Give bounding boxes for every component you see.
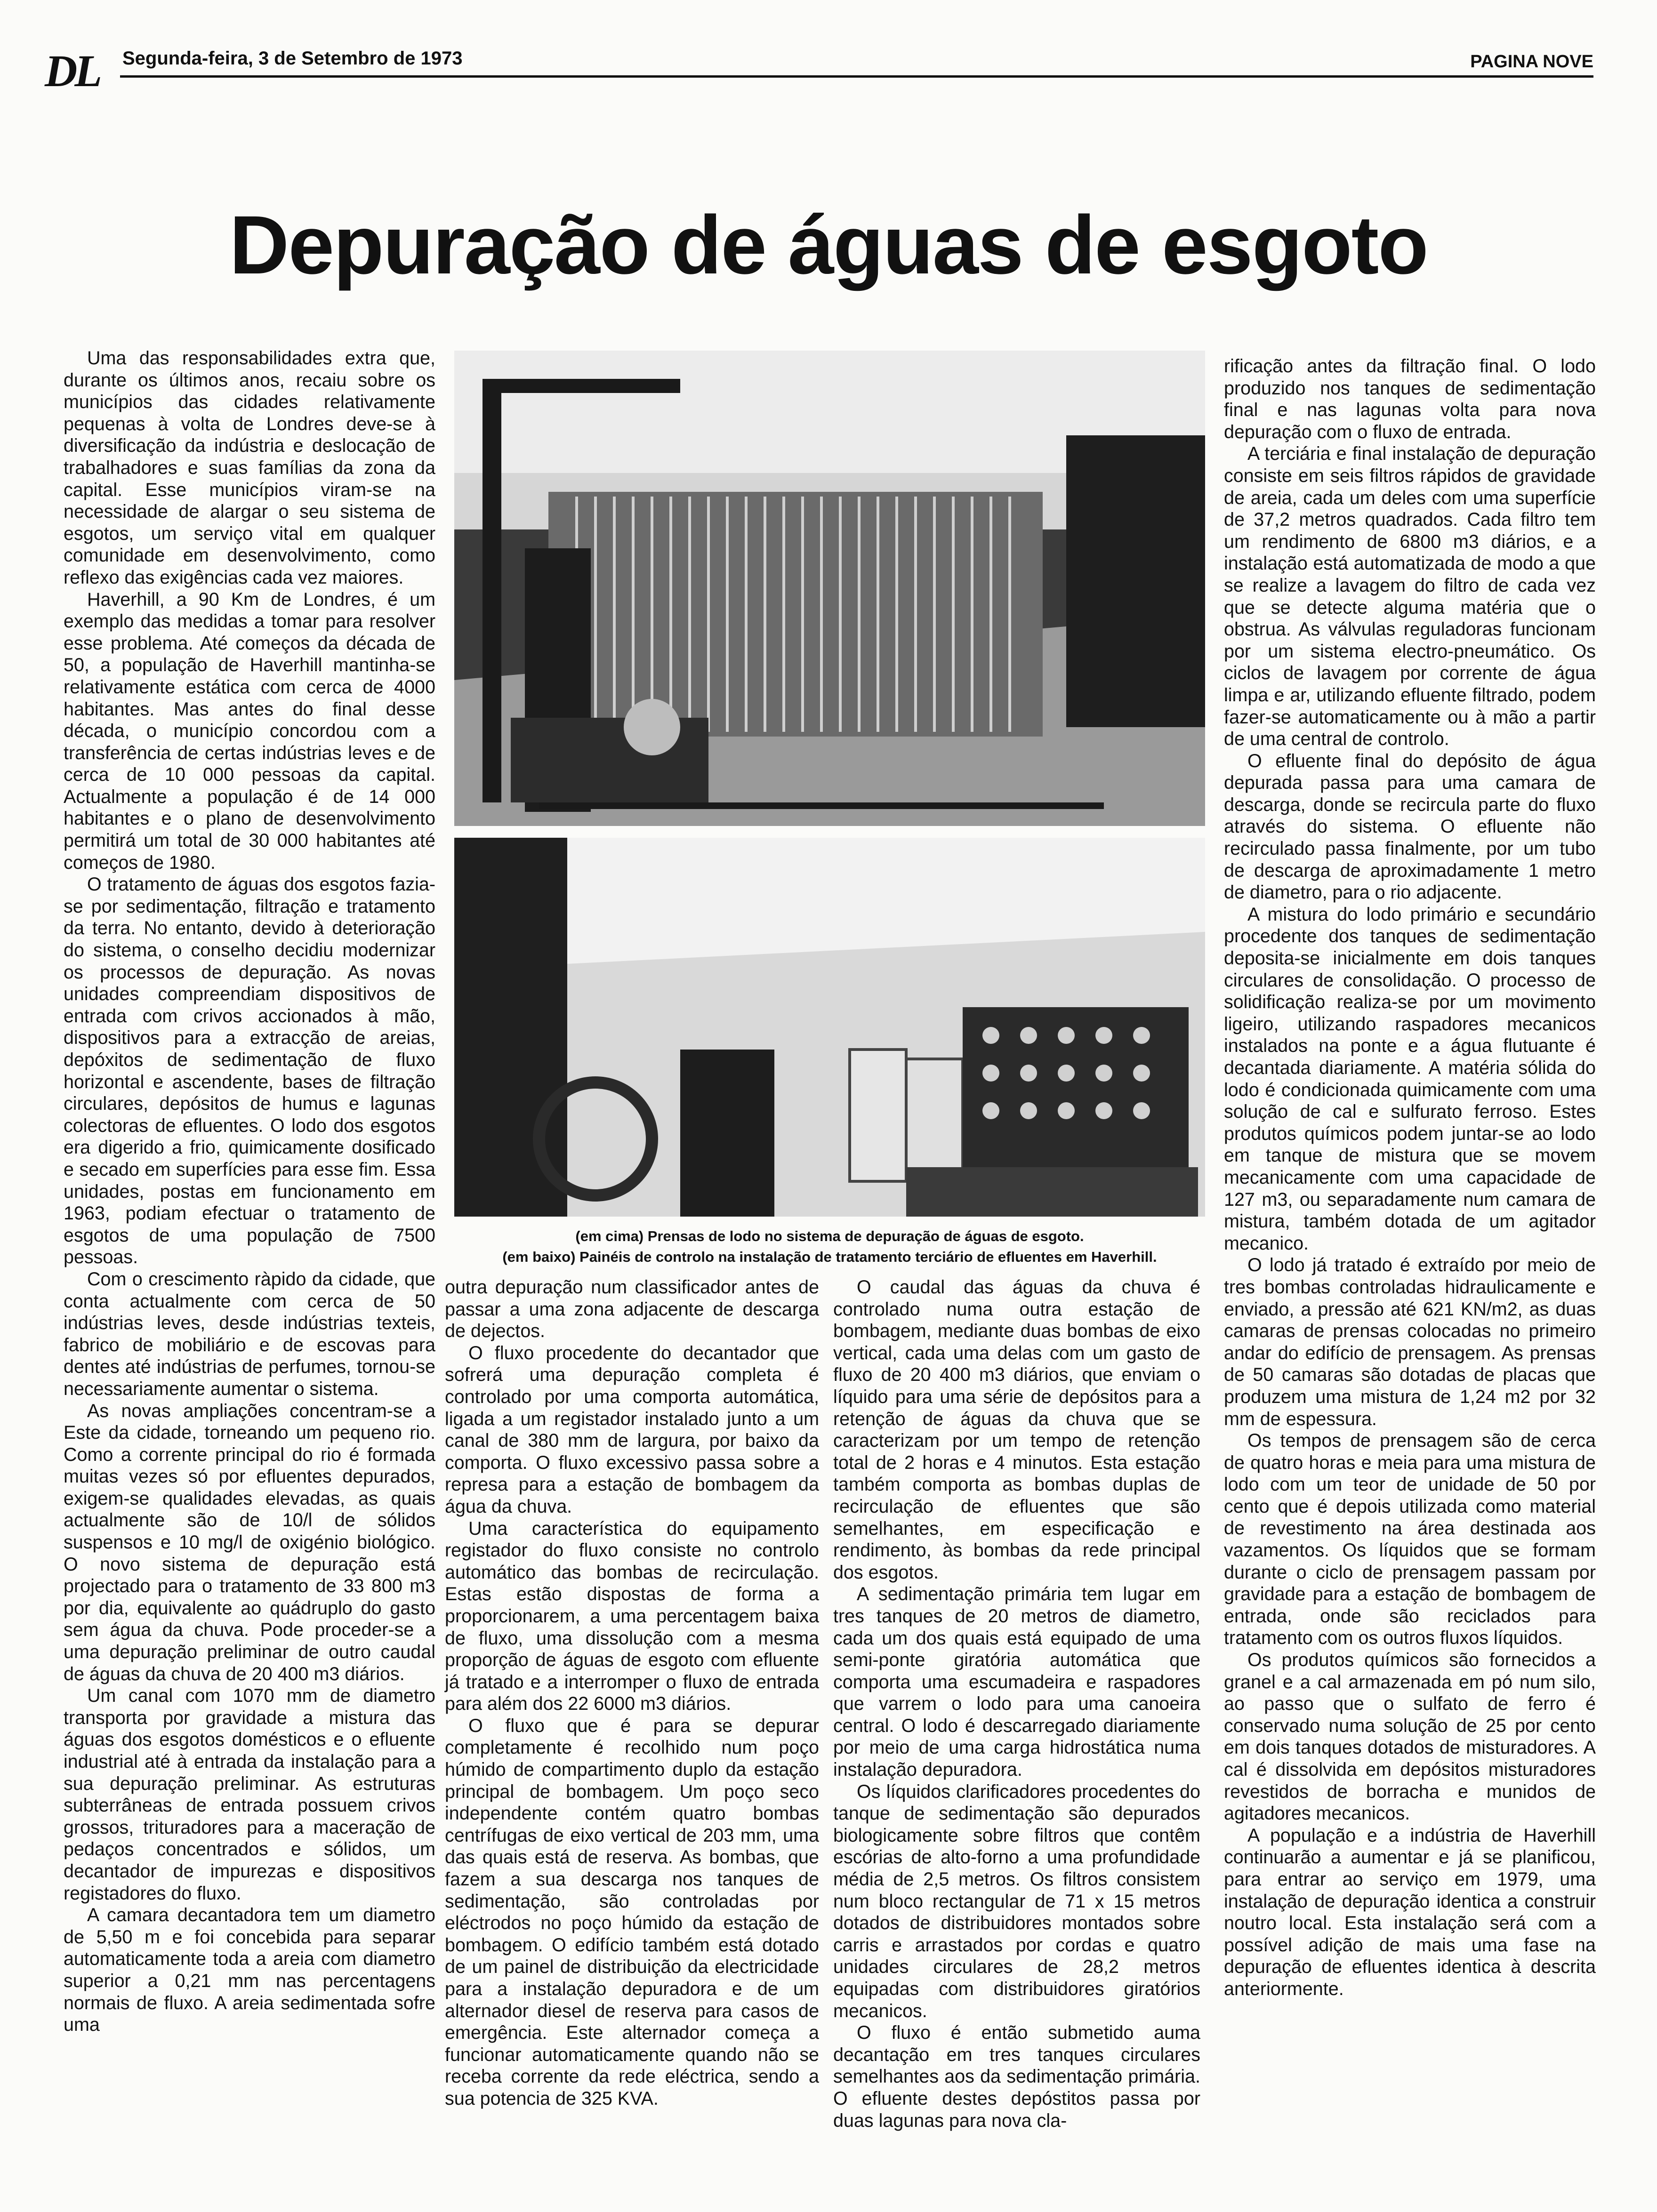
caption-line-bottom: [452, 1247, 1207, 1267]
paragraph: Os líquidos clarificadores procedentes do tanque de sedimentação são depurados biologicamente sobre filtros que contêm escórias de alto-forno a uma profundidade média de 2,5 metros. Os filtros consistem num bloco rectangular de 71 x 15 metros dotados de distribuidores montados sobre carris e arrastados por cordas e quatro unidades circulares de 28,2 metros equipadas com distribuidores giratórios mecanicos.: [833, 1781, 1200, 2021]
paragraph: outra depuração num classificador antes de passar a uma zona adjacente de descarga de dejectos.: [445, 1277, 819, 1342]
paragraph: Uma das responsabilidades extra que, durante os últimos anos, recaiu sobre os municípios das cidades relativamente pequenas à volta de Londres deve-se à diversificação da indústria e deslocação de trabalhadores e suas famílias da zona da capital. Esse municípios viram-se na necessidade de alargar o seu sistema de esgotos, um serviço vital em qualquer comunidade em desenvolvimento, como reflexo das exigências cada vez maiores.: [64, 348, 435, 588]
paragraph: O tratamento de águas dos esgotos fazia-se por sedimentação, filtração e tratamento da terra. No entanto, devido à deterioração do sistema, o conselho decidiu modernizar os processos de depuração. As novas unidades compreendiam dispositivos de entrada com crivos accionados à mão, dispositivos para a extracção de areias, depóxitos de sedimentação de fluxo horizontal e ascendente, bases de filtração circulares, depósitos de humus e lagunas colectoras de efluentes. O lodo dos esgotos era digerido a frio, quimicamente dosificado e secado em superfícies para esse fim. Essa unidades, postas em funcionamento em 1963, podiam efectuar o tratamento de esgotos de uma população de 7500 pessoas.: [64, 874, 435, 1268]
caption-line-top: [452, 1226, 1207, 1247]
caption-text: Painéis de controlo na instalação de tratamento terciário de efluentes em Haverhill.: [579, 1249, 1157, 1265]
newspaper-logo: DL: [45, 46, 99, 96]
caption-tag: (em baixo): [502, 1249, 576, 1265]
paragraph: rificação antes da filtração final. O lodo produzido nos tanques de sedimentação final e nas lagunas volta para nova depuração com o fluxo de entrada.: [1224, 356, 1596, 442]
article-column-3: [833, 1276, 1200, 2132]
paragraph: O lodo já tratado é extraído por meio de tres bombas controladas hidraulicamente e enviado, a pressão até 621 KN/m2, as duas camaras de prensas colocadas no primeiro andar do edifício de prensagem. As prensas de 50 camaras são dotadas de placas que produzem uma mistura de 1,24 m2 por 32 mm de espessura.: [1224, 1255, 1596, 1429]
paragraph: Os tempos de prensagem são de cerca de quatro horas e meia para uma mistura de lodo com um teor de unidade de 50 por cento que é depois utilizada como material de revestimento na área destinada aos vazamentos. Os líquidos que se formam durante o ciclo de prensagem passam por gravidade para a estação de bombagem de entrada, onde são reciclados para tratamento com os outros fluxos líquidos.: [1224, 1430, 1596, 1649]
caption-tag: (em cima): [575, 1228, 644, 1244]
paragraph: Com o crescimento ràpido da cidade, que conta actualmente com cerca de 50 indústrias leves, desde indústrias texteis, fabrico de mobiliário e de escovas para dentes até indústrias de perfumes, tornou-se necessariamente aumentar o sistema.: [64, 1268, 435, 1399]
paragraph: Haverhill, a 90 Km de Londres, é um exemplo das medidas a tomar para resolver esse problema. Até começos da década de 50, a população de Haverhill mantinha-se relativamente estática com cerca de 4000 habitantes. Mas antes do final desse década, o município concordou com a transferência de certas indústrias leves e de cerca de 10 000 pessoas da capital. Actualmente a população é de 14 000 habitantes e o plano de desenvolvimento permitirá um total de 30 000 habitantes até começos de 1980.: [64, 589, 435, 873]
paragraph: As novas ampliações concentram-se a Este da cidade, torneando um pequeno rio. Como a corrente principal do rio é formada muitas vezes só por efluentes depurados, exigem-se qualidades elevadas, as quais actualmente são de 10/l de sólidos suspensos e 10 mg/l de oxigénio biológico. O novo sistema de depuração está projectado para o tratamento de 33 800 m3 por dia, equivalente ao quádruplo do gasto sem água da chuva. Pode proceder-se a uma depuração preliminar de outro caudal de águas da chuva de 20 400 m3 diários.: [64, 1400, 435, 1684]
issue-date: Segunda-feira, 3 de Setembro de 1973: [122, 48, 463, 69]
paragraph: A população e a indústria de Haverhill continuarão a aumentar e já se planificou, para entrar ao serviço em 1979, uma instalação de depuração identica a construir noutro local. Esta instalação será com a possível adição de mais uma fase na depuração de efluentes identica à descrita anteriormente.: [1224, 1825, 1596, 1999]
paragraph: Os produtos químicos são fornecidos a granel e a cal armazenada em pó num silo, ao passo que o sulfato de ferro é conservado numa solução de 25 por cento em dois tanques dotados de misturadores. A cal é dissolvida em depósitos misturadores revestidos de borracha e munidos de agitadores mecanicos.: [1224, 1650, 1596, 1824]
paragraph: O efluente final do depósito de água depurada passa para uma camara de descarga, donde se recircula parte do fluxo através do sistema. O efluente não recirculado passa finalmente, por um tubo de descarga de aproximadamente 1 metro de diametro, para o rio adjacente.: [1224, 750, 1596, 903]
control-panel-photo: [454, 838, 1205, 1217]
paragraph: A mistura do lodo primário e secundário procedente dos tanques de sedimentação deposita-se inicialmente em dois tanques circulares de consolidação. O processo de solidificação realiza-se por um movimento ligeiro, utilizando raspadores mecanicos instalados na ponte e a água flutuante é decantada diariamente. A matéria sólida do lodo é condicionada quimicamente com uma solução de cal e sulfurato ferroso. Estes produtos químicos podem juntar-se ao lodo em tanque de mistura que se movem mecanicamente com uma capacidade de 127 m3, ou separadamente num camara de mistura, também dotada de um agitador mecanico.: [1224, 904, 1596, 1254]
paragraph: Uma característica do equipamento registador do fluxo consiste no controlo automático das bombas de recirculação. Estas estão dispostas de forma a proporcionarem, a uma percentagem baixa de fluxo, uma dissolução com a mesma proporção de águas de esgoto com efluente já tratado e a interromper o fluxo de entrada para além dos 22 6000 m3 diários.: [445, 1518, 819, 1715]
article-column-1: [64, 347, 435, 2036]
page-label: PAGINA NOVE: [1470, 52, 1593, 72]
filter-press-icon: [454, 351, 1205, 826]
paragraph: O fluxo que é para se depurar completamente é recolhido num poço húmido de compartimento duplo da estação principal de bombagem. Um poço seco independente contém quatro bombas centrífugas de eixo vertical de 203 mm, uma das quais está de reserva. As bombas, que fazem a sua descarga nos tanques de sedimentação, são controladas por eléctrodos no poço húmido da estação de bombagem. O edifício também está dotado de um painel de distribuição da electricidade para a instalação depuradora e de um alternador diesel de reserva para casos de emergência. Este alternador começa a funcionar automaticamente quando não se receba corrente da rede eléctrica, sendo a sua potencia de 325 KVA.: [445, 1715, 819, 2109]
photo-caption: [452, 1226, 1207, 1267]
paragraph: A camara decantadora tem um diametro de 5,50 m e foi concebida para separar automaticamente toda a areia com diametro superior a 0,21 mm nas percentagens normais de fluxo. A areia sedimentada sofre uma: [64, 1905, 435, 2036]
article-column-4: [1224, 355, 1596, 2000]
paragraph: A sedimentação primária tem lugar em tres tanques de 20 metros de diametro, cada um dos quais está equipado de uma semi-ponte giratória automática que comporta uma escumadeira e raspadores que varrem o lodo para uma canoeira central. O lodo é descarregado diariamente por meio de uma carga hidrostática numa instalação depuradora.: [833, 1584, 1200, 1780]
header-rule: [120, 75, 1593, 78]
article-headline: Depuração de águas de esgoto: [229, 199, 1428, 291]
article-column-2: [445, 1276, 819, 2110]
control-panel-icon: [454, 838, 1205, 1217]
paragraph: A terciária e final instalação de depuração consiste em seis filtros rápidos de gravidade de areia, cada um deles com uma superfície de 37,2 metros quadrados. Cada filtro tem um rendimento de 6800 m3 diários, e a instalação está automatizada de modo a que se realize a lavagem do filtro de cada vez que se detecte alguma matéria que o obstrua. As válvulas reguladoras funcionam por um sistema electro-pneumático. Os ciclos de lavagem por corrente de água limpa e ar, utilizando efluente filtrado, podem fazer-se automaticamente ou à mão a partir de uma central de controlo.: [1224, 443, 1596, 750]
paragraph: O caudal das águas da chuva é controlado numa outra estação de bombagem, mediante duas bombas de eixo vertical, cada uma delas com um gasto de fluxo de 20 400 m3 diários, que enviam o líquido para uma série de depósitos para a retenção de águas da chuva que se caracterizam por um tempo de retenção total de 2 horas e 4 minutos. Esta estação também comporta as bombas duplas de recirculação de efluentes que são semelhantes, em especificação e rendimento, às bombas da rede principal dos esgotos.: [833, 1277, 1200, 1583]
paragraph: O fluxo procedente do decantador que sofrerá uma depuração completa é controlado por uma comporta automática, ligada a um registador instalado junto a um canal de 380 mm de largura, por baixo da comporta. O fluxo excessivo passa sobre a represa para a estação de bombagem da água da chuva.: [445, 1342, 819, 1517]
caption-text: Prensas de lodo no sistema de depuração de águas de esgoto.: [647, 1228, 1084, 1244]
filter-press-photo: [454, 351, 1205, 826]
paragraph: O fluxo é então submetido auma decantação em tres tanques circulares semelhantes aos da sedimentação primária. O efluente destes depóstitos passa por duas lagunas para nova cla-: [833, 2022, 1200, 2131]
paragraph: Um canal com 1070 mm de diametro transporta por gravidade a mistura das águas dos esgotos domésticos e o efluente industrial até à entrada da instalação para a sua depuração preliminar. As estruturas subterrâneas de entrada possuem crivos grossos, trituradores para a maceração de pedaços concentrados e sólidos, um decantador de impurezas e dispositivos registadores do fluxo.: [64, 1685, 435, 1904]
